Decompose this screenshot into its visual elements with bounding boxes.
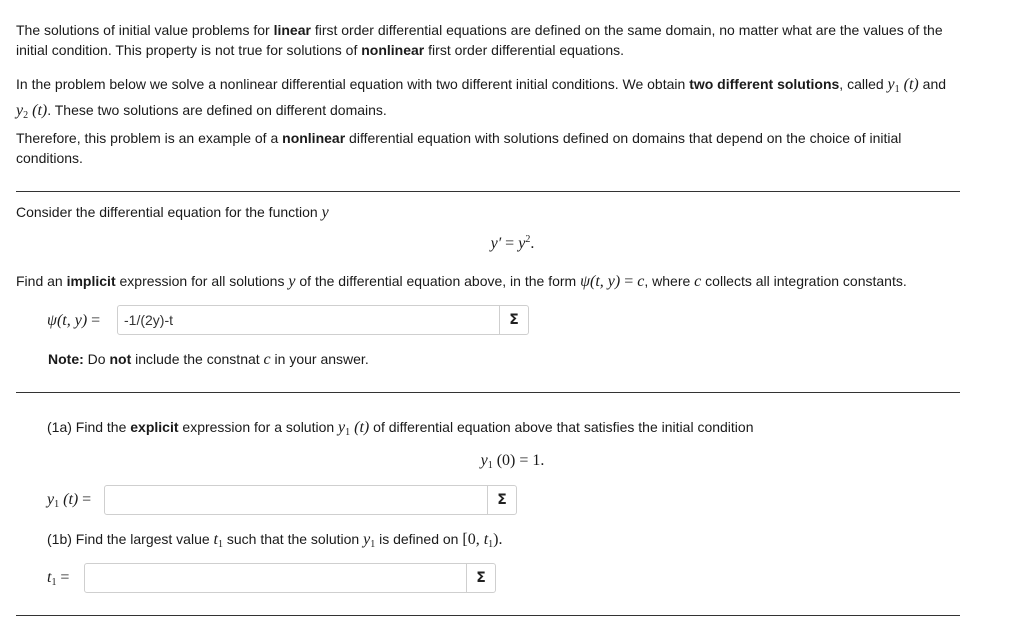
psi-answer-field[interactable] — [117, 305, 529, 335]
differential-equation: $y' = y^2$. — [490, 234, 535, 252]
divider — [16, 191, 960, 192]
note: Note: Do not include the constnat c in your answer. — [48, 351, 369, 368]
t1-label: $t_1$ = — [47, 569, 70, 588]
intro-paragraph-2: In the problem below we solve a nonlinear differential equation with two different initial conditions. We obtain two different solutions, called $y_1$ (t) and $y_2$ (t). These two solutions are defined on different domains. — [16, 76, 947, 121]
consider-statement: Consider the differential equation for the function y — [16, 204, 329, 221]
t1-answer-field[interactable] — [84, 563, 496, 593]
divider — [16, 615, 960, 616]
part-1a-statement: (1a) Find the explicit expression for a solution $y_1$ (t) of differential equation above that satisfies the initial condition — [47, 419, 754, 438]
intro-paragraph-3: Therefore, this problem is an example of a nonlinear differential equation with solutions defined on domains that depend on the choice of initial conditions. — [16, 130, 902, 166]
psi-label: ψ(t, y) = — [47, 312, 101, 329]
part-1b-statement: (1b) Find the largest value $t_1$ such that the solution $y_1$ is defined on [0, $t_1$). — [47, 531, 503, 550]
y1-answer-field[interactable] — [104, 485, 517, 515]
y1-input[interactable] — [105, 487, 487, 513]
t1-input[interactable] — [85, 565, 466, 591]
psi-input[interactable] — [118, 307, 499, 333]
y1-label: $y_1$ (t) = — [47, 491, 92, 510]
find-implicit-statement: Find an implicit expression for all solutions y of the differential equation above, in the form ψ(t, y) = c, where c collects all integration constants. — [16, 273, 907, 290]
initial-condition: $y_1$ (0) = 1. — [480, 452, 545, 471]
divider — [16, 392, 960, 393]
sigma-icon[interactable]: Σ — [466, 564, 495, 592]
sigma-icon[interactable]: Σ — [487, 486, 516, 514]
intro-paragraph-1: The solutions of initial value problems for linear first order differential equations are defined on the same domain, no matter what are the values of the initial condition. This property is not true for solutions of nonlinear first order differential equations. — [16, 22, 943, 58]
sigma-icon[interactable]: Σ — [499, 306, 528, 334]
